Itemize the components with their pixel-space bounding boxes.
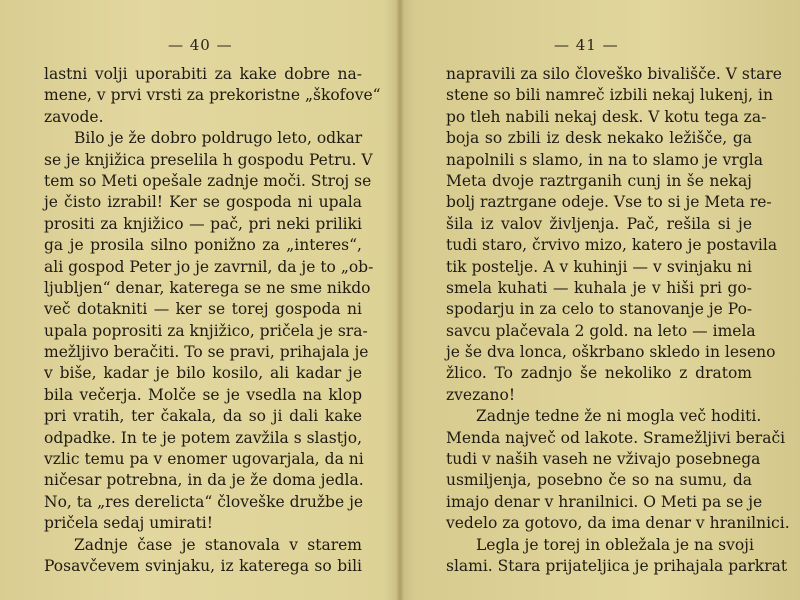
text-line: zavode. bbox=[44, 107, 104, 126]
text-line: ničesar potrebna, in da je že doma jedla. bbox=[44, 471, 364, 490]
text-line: bila večerja. Molče se je vsedla na klop bbox=[44, 385, 362, 404]
page-number-right: — 41 — bbox=[554, 36, 619, 54]
text-line: po tleh nabili nekaj desk. V kotu tega za- bbox=[446, 107, 767, 126]
text-line: pri vratih, ter čakala, da so ji dali kake bbox=[44, 407, 362, 426]
text-line: tik postelje. A v kuhinji — v svinjaku ni bbox=[446, 257, 752, 276]
right-page bbox=[402, 0, 800, 600]
text-line: je čisto izrabil! Ker se gospoda ni upala bbox=[44, 193, 362, 212]
text-line: več dotakniti — ker se torej gospoda ni bbox=[44, 300, 362, 319]
text-line: bolj raztrgane odeje. Vse to si je Meta re- bbox=[446, 193, 772, 212]
left-page bbox=[0, 0, 398, 600]
text-line: tem so Meti opešale zadnje moči. Stroj se bbox=[44, 171, 372, 190]
text-line: mežljivo beračiti. To se pravi, prihajala je bbox=[44, 343, 369, 362]
text-line: ga je prosila silno ponižno za „interes“, bbox=[44, 236, 362, 255]
right-page-text bbox=[446, 64, 790, 577]
text-line: stene so bili namreč izbili nekaj lukenj, in bbox=[446, 86, 773, 105]
text-line: vzlic temu pa v enomer ugovarjala, da ni bbox=[44, 450, 364, 469]
text-line: ljubljen“ denar, katerega se ne sme nikdo bbox=[44, 278, 371, 297]
text-line: Legla je torej in obležala je na svoji bbox=[476, 535, 754, 554]
text-line: Bilo je že dobro poldrugo leto, odkar bbox=[74, 129, 363, 148]
text-line: savcu plačevala 2 gold. na leto — imela bbox=[446, 321, 756, 340]
page-number-left: — 40 — bbox=[168, 36, 233, 54]
text-line: pričela sedaj umirati! bbox=[44, 514, 213, 533]
text-line: vedelo za gotovo, da ima denar v hranilnici. bbox=[446, 514, 790, 533]
text-line: je še dva lonca, oškrbano skledo in leseno bbox=[446, 343, 776, 362]
text-line: spodarju in za celo to stanovanje je Po- bbox=[446, 300, 753, 319]
text-line: tudi v naših vaseh ne vživajo posebnega bbox=[446, 450, 761, 469]
text-line: odpadke. In te je potem zavžila s slastjo, bbox=[44, 428, 362, 447]
text-line: mene, v prvi vrsti za prekoristne „škofove“ bbox=[44, 86, 381, 105]
text-line: No, ta „res derelicta“ človeške družbe je bbox=[44, 492, 364, 511]
text-line: Meta dvoje raztrganih cunj in še nekaj bbox=[446, 171, 752, 190]
text-line: napolnili s slamo, in na to slamo je vrgla bbox=[446, 150, 763, 169]
text-line: tudi staro, črvivo mizo, katero je postavila bbox=[446, 236, 778, 255]
text-line: prositi za knjižico — pač, pri neki priliki bbox=[44, 214, 362, 233]
text-line: v biše, kadar je bilo kosilo, ali kadar je bbox=[44, 364, 362, 383]
text-line: se je knjižica preselila h gospodu Petru. V bbox=[44, 150, 373, 169]
text-line: žlico. To zadnjo še nekoliko z dratom bbox=[446, 364, 752, 383]
text-line: usmiljenja, posebno če so na sumu, da bbox=[446, 471, 752, 490]
text-line: napravili za silo človeško bivališče. V stare bbox=[446, 65, 782, 83]
text-line: Zadnje čase je stanovala v starem bbox=[74, 535, 362, 554]
text-line: Posavčevem svinjaku, iz katerega so bili bbox=[44, 556, 362, 575]
text-line: ali gospod Peter jo je zavrnil, da je to „ob- bbox=[44, 257, 374, 276]
text-line: smela kuhati — kuhala je v hiši pri go- bbox=[446, 278, 752, 297]
text-line: zvezano! bbox=[446, 385, 516, 404]
text-line: šila iz valov življenja. Pač, rešila si je bbox=[446, 214, 752, 233]
text-line: upala poprositi za knjižico, pričela je sra- bbox=[44, 321, 368, 340]
text-line: lastni volji uporabiti za kake dobre na- bbox=[44, 65, 362, 83]
text-line: boja so zbili iz desk nekako ležišče, ga bbox=[446, 129, 752, 148]
left-page-text bbox=[44, 64, 381, 577]
text-line: imajo denar v hranilnici. O Meti pa se je bbox=[446, 492, 763, 511]
text-line: Zadnje tedne že ni mogla več hoditi. bbox=[476, 407, 762, 426]
text-line: slami. Stara prijateljica je prihajala parkrat bbox=[446, 556, 788, 575]
text-line: Menda največ od lakote. Sramežljivi berači bbox=[446, 428, 786, 447]
